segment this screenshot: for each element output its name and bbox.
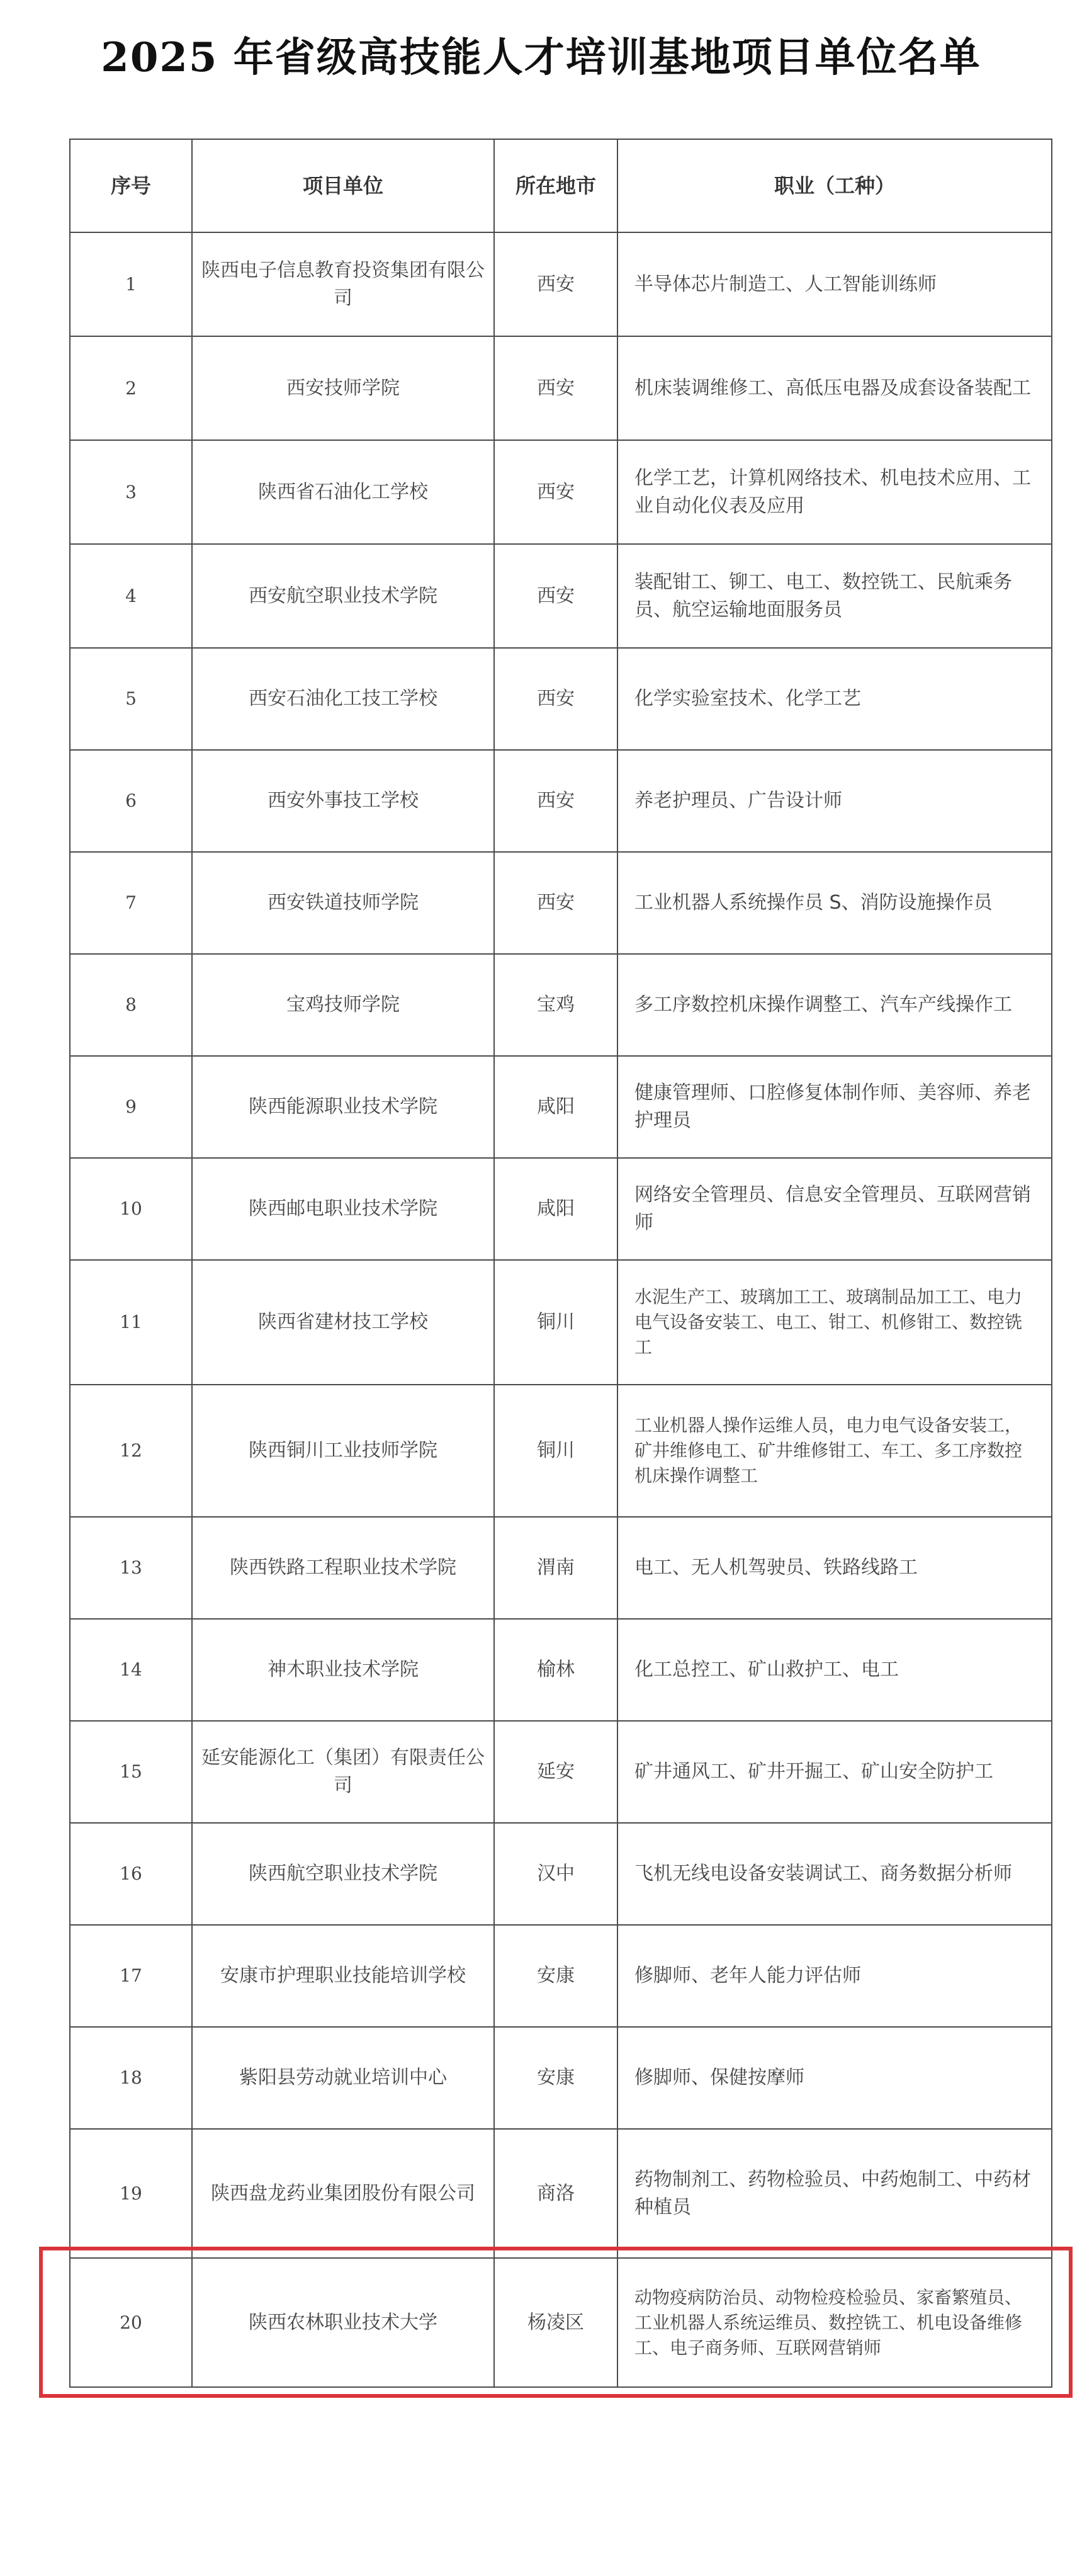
cell-index: 4 xyxy=(70,544,192,648)
cell-occupation: 网络安全管理员、信息安全管理员、互联网营销师 xyxy=(617,1158,1052,1260)
cell-city: 榆林 xyxy=(494,1619,617,1721)
cell-occupation: 化工总控工、矿山救护工、电工 xyxy=(617,1619,1052,1721)
cell-occupation: 修脚师、保健按摩师 xyxy=(617,2027,1052,2129)
cell-city: 渭南 xyxy=(494,1517,617,1619)
cell-city: 安康 xyxy=(494,1925,617,2027)
cell-index: 6 xyxy=(70,750,192,852)
cell-occupation: 装配钳工、铆工、电工、数控铣工、民航乘务员、航空运输地面服务员 xyxy=(617,544,1052,648)
table-row xyxy=(70,336,1052,440)
table-row xyxy=(70,648,1052,750)
table-row xyxy=(70,544,1052,648)
cell-occupation: 机床装调维修工、高低压电器及成套设备装配工 xyxy=(617,336,1052,440)
cell-occupation: 工业机器人系统操作员 S、消防设施操作员 xyxy=(617,852,1052,954)
cell-unit: 陕西电子信息教育投资集团有限公司 xyxy=(192,232,494,336)
cell-city: 铜川 xyxy=(494,1260,617,1385)
cell-occupation: 电工、无人机驾驶员、铁路线路工 xyxy=(617,1517,1052,1619)
table-row xyxy=(70,2027,1052,2129)
table-header-row xyxy=(70,139,1052,232)
cell-index: 2 xyxy=(70,336,192,440)
cell-city: 咸阳 xyxy=(494,1056,617,1158)
cell-occupation: 健康管理师、口腔修复体制作师、美容师、养老护理员 xyxy=(617,1056,1052,1158)
cell-unit: 陕西农林职业技术大学 xyxy=(192,2258,494,2387)
cell-index: 20 xyxy=(70,2258,192,2387)
cell-unit: 陕西铜川工业技师学院 xyxy=(192,1385,494,1517)
table-row xyxy=(70,852,1052,954)
table-row xyxy=(70,750,1052,852)
cell-unit: 宝鸡技师学院 xyxy=(192,954,494,1056)
cell-unit: 西安技师学院 xyxy=(192,336,494,440)
cell-unit: 陕西盘龙药业集团股份有限公司 xyxy=(192,2129,494,2258)
project-unit-table xyxy=(69,139,1052,2388)
cell-city: 安康 xyxy=(494,2027,617,2129)
table-row xyxy=(70,2129,1052,2258)
cell-index: 18 xyxy=(70,2027,192,2129)
table-row xyxy=(70,1056,1052,1158)
cell-index: 10 xyxy=(70,1158,192,1260)
cell-index: 1 xyxy=(70,232,192,336)
table-row xyxy=(70,954,1052,1056)
cell-unit: 陕西航空职业技术学院 xyxy=(192,1823,494,1925)
cell-occupation: 矿井通风工、矿井开掘工、矿山安全防护工 xyxy=(617,1721,1052,1823)
cell-index: 3 xyxy=(70,440,192,544)
cell-city: 西安 xyxy=(494,440,617,544)
table-row xyxy=(70,1260,1052,1385)
cell-city: 西安 xyxy=(494,648,617,750)
cell-occupation: 半导体芯片制造工、人工智能训练师 xyxy=(617,232,1052,336)
cell-unit: 西安外事技工学校 xyxy=(192,750,494,852)
cell-index: 8 xyxy=(70,954,192,1056)
table-row xyxy=(70,440,1052,544)
cell-city: 商洛 xyxy=(494,2129,617,2258)
cell-city: 延安 xyxy=(494,1721,617,1823)
table-row xyxy=(70,1619,1052,1721)
cell-occupation: 化学实验室技术、化学工艺 xyxy=(617,648,1052,750)
cell-city: 西安 xyxy=(494,232,617,336)
cell-occupation: 工业机器人操作运维人员，电力电气设备安装工，矿井维修电工、矿井维修钳工、车工、多工序数控机床操作调整工 xyxy=(617,1385,1052,1517)
table-row xyxy=(70,1823,1052,1925)
cell-city: 宝鸡 xyxy=(494,954,617,1056)
table-row xyxy=(70,1517,1052,1619)
cell-index: 19 xyxy=(70,2129,192,2258)
cell-index: 14 xyxy=(70,1619,192,1721)
cell-index: 12 xyxy=(70,1385,192,1517)
cell-index: 15 xyxy=(70,1721,192,1823)
cell-city: 咸阳 xyxy=(494,1158,617,1260)
cell-unit: 安康市护理职业技能培训学校 xyxy=(192,1925,494,2027)
cell-occupation: 化学工艺，计算机网络技术、机电技术应用、工业自动化仪表及应用 xyxy=(617,440,1052,544)
cell-unit: 延安能源化工（集团）有限责任公司 xyxy=(192,1721,494,1823)
table-row xyxy=(70,1721,1052,1823)
cell-index: 17 xyxy=(70,1925,192,2027)
header-city: 所在地市 xyxy=(494,139,617,232)
cell-unit: 西安石油化工技工学校 xyxy=(192,648,494,750)
cell-city: 杨凌区 xyxy=(494,2258,617,2387)
header-index: 序号 xyxy=(70,139,192,232)
table-row xyxy=(70,232,1052,336)
cell-index: 13 xyxy=(70,1517,192,1619)
cell-city: 西安 xyxy=(494,336,617,440)
header-occupation: 职业（工种） xyxy=(617,139,1052,232)
cell-unit: 西安铁道技师学院 xyxy=(192,852,494,954)
page-title: 2025 年省级高技能人才培训基地项目单位名单 xyxy=(101,34,981,81)
cell-unit: 陕西省石油化工学校 xyxy=(192,440,494,544)
cell-index: 16 xyxy=(70,1823,192,1925)
cell-city: 西安 xyxy=(494,750,617,852)
cell-unit: 陕西铁路工程职业技术学院 xyxy=(192,1517,494,1619)
header-unit: 项目单位 xyxy=(192,139,494,232)
cell-unit: 陕西能源职业技术学院 xyxy=(192,1056,494,1158)
cell-unit: 紫阳县劳动就业培训中心 xyxy=(192,2027,494,2129)
table-row xyxy=(70,1925,1052,2027)
cell-unit: 陕西省建材技工学校 xyxy=(192,1260,494,1385)
cell-index: 9 xyxy=(70,1056,192,1158)
cell-city: 西安 xyxy=(494,544,617,648)
cell-index: 5 xyxy=(70,648,192,750)
cell-occupation: 飞机无线电设备安装调试工、商务数据分析师 xyxy=(617,1823,1052,1925)
table-row xyxy=(70,2258,1052,2387)
cell-unit: 西安航空职业技术学院 xyxy=(192,544,494,648)
cell-city: 铜川 xyxy=(494,1385,617,1517)
cell-occupation: 药物制剂工、药物检验员、中药炮制工、中药材种植员 xyxy=(617,2129,1052,2258)
cell-occupation: 养老护理员、广告设计师 xyxy=(617,750,1052,852)
cell-occupation: 水泥生产工、玻璃加工工、玻璃制品加工工、电力电气设备安装工、电工、钳工、机修钳工、数控铣工 xyxy=(617,1260,1052,1385)
cell-occupation: 修脚师、老年人能力评估师 xyxy=(617,1925,1052,2027)
table-row xyxy=(70,1385,1052,1517)
cell-city: 西安 xyxy=(494,852,617,954)
cell-unit: 陕西邮电职业技术学院 xyxy=(192,1158,494,1260)
cell-occupation: 多工序数控机床操作调整工、汽车产线操作工 xyxy=(617,954,1052,1056)
cell-occupation: 动物疫病防治员、动物检疫检验员、家畜繁殖员、工业机器人系统运维员、数控铣工、机电设备维修工、电子商务师、互联网营销师 xyxy=(617,2258,1052,2387)
cell-unit: 神木职业技术学院 xyxy=(192,1619,494,1721)
table-row xyxy=(70,1158,1052,1260)
cell-city: 汉中 xyxy=(494,1823,617,1925)
cell-index: 7 xyxy=(70,852,192,954)
cell-index: 11 xyxy=(70,1260,192,1385)
